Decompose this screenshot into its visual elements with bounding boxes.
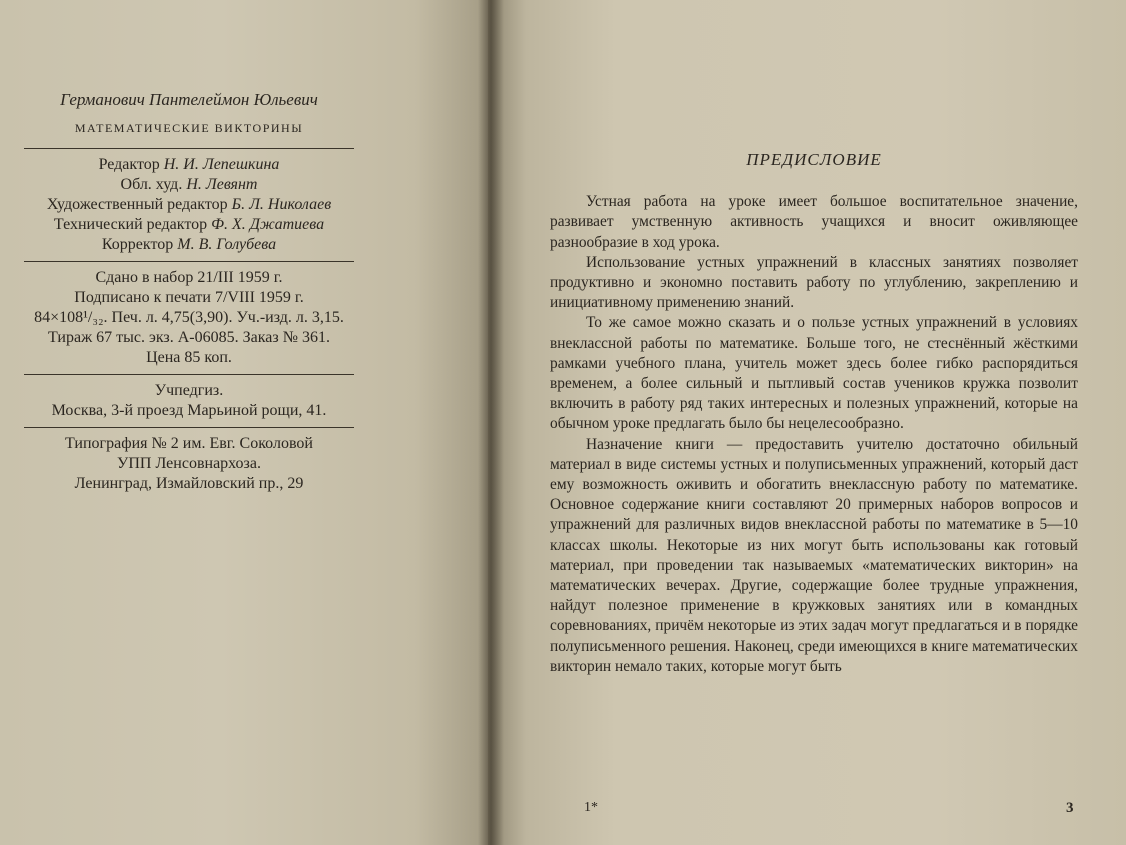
credit-row: [24, 235, 354, 255]
credit-row: [24, 215, 354, 235]
preface-heading: ПРЕДИСЛОВИЕ: [746, 150, 882, 169]
book-title: МАТЕМАТИЧЕСКИЕ ВИКТОРИНЫ: [74, 121, 304, 135]
divider: [24, 261, 354, 262]
print-info-line: Подписано к печати 7/VIII 1959 г.: [74, 289, 304, 306]
preface-paragraph: Устная работа на уроке имеет большое воспитательное значение, развивает умственную активность учащихся и вносит оживляющее разнообразие в ход урока.: [550, 193, 1078, 251]
colophon: [24, 90, 354, 496]
publisher-line: Москва, 3-й проезд Марьиной рощи, 41.: [51, 402, 327, 419]
credit-name: М. В. Голубева: [177, 236, 277, 253]
credit-role: Художественный редактор: [46, 196, 228, 213]
printer-line: УПП Ленсовнархоза.: [117, 455, 261, 472]
credit-name: Б. Л. Николаев: [231, 196, 332, 213]
preface: [550, 150, 1078, 677]
credit-row: [24, 155, 354, 175]
printer-line: Ленинград, Измайловский пр., 29: [74, 475, 304, 492]
credit-name: Н. И. Лепешкина: [163, 156, 280, 173]
left-page: [0, 0, 488, 845]
print-info-line: Цена 85 коп.: [146, 349, 232, 366]
divider: [24, 148, 354, 149]
publisher-block: [24, 381, 354, 421]
credit-role: Редактор: [98, 156, 160, 173]
credit-role: Корректор: [101, 236, 174, 253]
divider: [24, 374, 354, 375]
page-number: 3: [1066, 800, 1074, 816]
book-gutter: [478, 0, 504, 845]
credit-name: Н. Левянт: [186, 176, 258, 193]
printer-block: [24, 434, 354, 494]
credit-row: [24, 195, 354, 215]
signature-mark: 1*: [584, 800, 598, 815]
credit-role: Технический редактор: [53, 216, 208, 233]
author-name: Германович Пантелеймон Юльевич: [60, 90, 318, 109]
credit-role: Обл. худ.: [120, 176, 183, 193]
preface-paragraph: Назначение книги — предоставить учителю достаточно обильный материал в виде системы устных и полуписьменных упражнений, который даст ему возможность оживить и обогатить внеклассную работу по математике. Основное содержание книги составляют 20 примерных наборов вопросов и упражнений для различных видов внеклассной работы по математике в 5—10 классах школы. Некоторые из них могут быть использованы как готовый материал, при проведении так называемых «математических викторин» на математических вечерах. Другие, содержащие более трудные упражнения, найдут полезное применение в кружковых занятиях или в командных соревнованиях, причём некоторые из этих задач могут предлагаться и в порядке полуписьменного решения. Наконец, среди имеющихся в книге математических викторин немало таких, которые могут быть: [550, 435, 1078, 675]
divider: [24, 427, 354, 428]
print-info-line: Тираж 67 тыс. экз. А-06085. Заказ № 361.: [48, 329, 330, 346]
credits-block: [24, 155, 354, 255]
publisher-line: Учпедгиз.: [154, 382, 224, 399]
print-info-block: [24, 268, 354, 368]
print-info-line: 84×108¹/₃₂. Печ. л. 4,75(3,90). Уч.-изд. л. 3,15.: [34, 309, 344, 326]
credit-row: [24, 175, 354, 195]
printer-line: Типография № 2 им. Евг. Соколовой: [65, 435, 313, 452]
print-info-line: Сдано в набор 21/III 1959 г.: [95, 269, 283, 286]
preface-paragraph: То же самое можно сказать и о пользе устных упражнений в условиях внеклассной работы по математике. Больше того, не стеснённый жёсткими рамками учебного плана, учитель может здесь более гибко распорядиться временем, а более сильный и пытливый состав учеников кружка позволит включить в работу ряд таких интересных и полезных упражнений, которые на обычном уроке предлагать было бы нецелесообразно.: [550, 314, 1078, 433]
credit-name: Ф. Х. Джатиева: [211, 216, 325, 233]
preface-paragraph: Использование устных упражнений в классных занятиях позволяет продуктивно и экономно поставить работу по углублению, закреплению и инициативному применению знаний.: [550, 253, 1078, 312]
